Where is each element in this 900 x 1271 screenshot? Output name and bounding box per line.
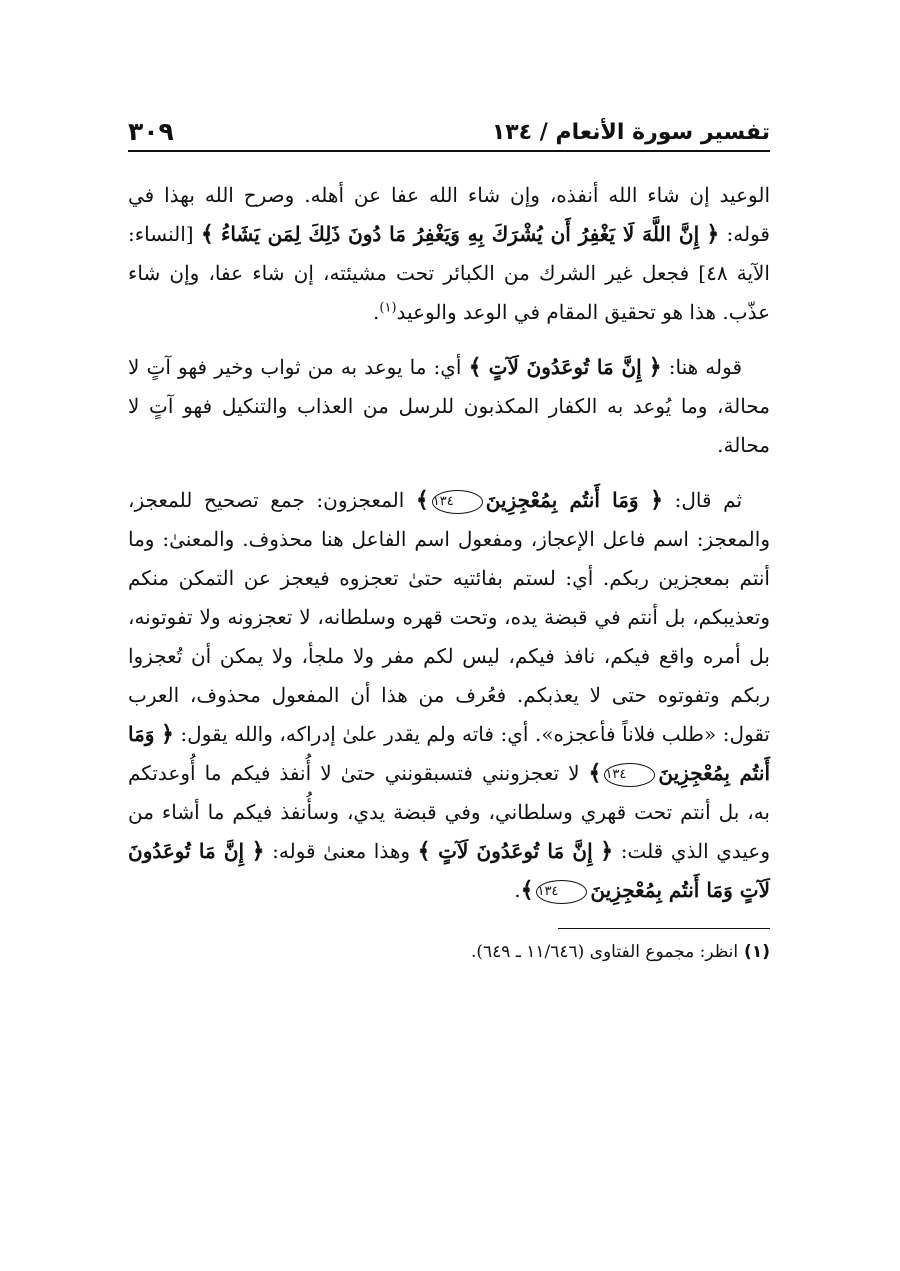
ayah-number-marker: ١٣٤	[536, 880, 587, 904]
footnote	[128, 937, 770, 967]
footnote-text: انظر: مجموع الفتاوى (١١/٦٤٦ ـ ٦٤٩).	[470, 942, 739, 962]
quran-verse: إِنَّ اللَّهَ لَا يَغْفِرُ أَن يُشْرَكَ بِهِ وَيَغْفِرُ مَا دُونَ ذَلِكَ لِمَن يَشَاءُ	[220, 222, 700, 246]
quran-close-brace: ﴾	[200, 221, 214, 247]
ayah-number-marker: ١٣٤	[432, 490, 483, 514]
quran-close-brace: ﴾	[520, 877, 534, 903]
footnote-divider	[558, 928, 770, 929]
quran-verse: وَمَا أَنتُم بِمُعْجِزِينَ	[485, 488, 639, 512]
quran-close-brace: ﴾	[417, 838, 431, 864]
text-segment: أي: ما يوعد به من ثواب وخير فهو آتٍ لا محالة، وما يُوعد به الكفار المكذبون للرسل من العذاب والتنكيل فهو آتٍ لا محالة.	[128, 355, 770, 457]
footnote-marker: (١)	[744, 942, 770, 962]
text-segment: ثم قال:	[674, 488, 743, 512]
quran-verse: إِنَّ مَا تُوعَدُونَ لَآتٍ	[438, 839, 593, 863]
text-segment: [النساء: الآية ٤٨] فجعل غير الشرك من الكبائر تحت مشيئته، إن شاء عفا، وإن شاء عذّب. هذا هو تحقيق المقام في الوعد والوعيد	[128, 222, 770, 324]
running-header	[128, 100, 770, 152]
quran-open-brace: ﴿	[251, 838, 265, 864]
quran-close-brace: ﴾	[468, 354, 482, 380]
paragraph-1	[128, 176, 770, 332]
quran-open-brace: ﴿	[600, 838, 614, 864]
text-segment: .	[373, 300, 380, 324]
paragraph-3	[128, 481, 770, 910]
paragraph-2	[128, 348, 770, 465]
quran-open-brace: ﴿	[650, 487, 664, 513]
quran-verse: إِنَّ مَا تُوعَدُونَ لَآتٍ	[488, 355, 642, 379]
ayah-number-marker: ١٣٤	[604, 763, 655, 787]
quran-open-brace: ﴿	[648, 354, 662, 380]
book-page	[128, 100, 770, 1200]
quran-verse: وَمَا أَنتُم بِمُعْجِزِينَ	[128, 722, 771, 785]
quran-close-brace: ﴾	[588, 760, 602, 786]
quran-open-brace: ﴿	[161, 721, 174, 747]
text-segment: الوعيد إن شاء الله أنفذه، وإن شاء الله عفا عن أهله. وصرح الله بهذا في قوله:	[128, 183, 770, 246]
text-segment: المعجزون: جمع تصحيح للمعجز، والمعجز: اسم فاعل الإعجاز، ومفعول اسم الفاعل هنا محذوف. والمعنىٰ: وما أنتم بمعجزين ربكم. أي: لستم بفائتيه حتىٰ تعجزوه فيعجز عن التمكن منكم وتعذيبكم، بل أنتم في قبضة يده، وتحت قهره وسلطانه، لا تعجزونه ولا تفوتونه، بل أمره واقع فيكم، نافذ فيكم، ليس لكم مفر ولا ملجأ، ولا يمكن أن تُعجزوا ربكم وتفوتوه حتى لا يعذبكم. فعُرف من هذا أن المفعول محذوف، العرب تقول: «طلب فلاناً فأعجزه». أي: فاته ولم يقدر علىٰ إدراكه، والله يقول:	[128, 488, 770, 746]
quran-verse: إِنَّ مَا تُوعَدُونَ لَآتٍ وَمَا أَنتُم بِمُعْجِزِينَ	[128, 839, 770, 902]
body-text	[128, 176, 770, 910]
footnote-reference: (١)	[379, 300, 397, 316]
text-segment: .	[514, 878, 521, 902]
quran-open-brace: ﴿	[706, 221, 720, 247]
text-segment: لا تعجزونني فتسبقونني حتىٰ لا أُنفذ فيكم ما أُوعدتكم به، بل أنتم تحت قهري وسلطاني، وفي قبضة يدي، وسأُنفذ فيكم ما أشاء من وعيدي الذي قلت:	[128, 761, 770, 863]
text-segment: قوله هنا:	[668, 355, 743, 379]
quran-close-brace: ﴾	[415, 487, 429, 513]
header-title: تفسير سورة الأنعام / ١٣٤	[491, 120, 770, 145]
page-number: ٣٠٩	[128, 117, 174, 146]
text-segment: وهذا معنىٰ قوله:	[272, 839, 411, 863]
